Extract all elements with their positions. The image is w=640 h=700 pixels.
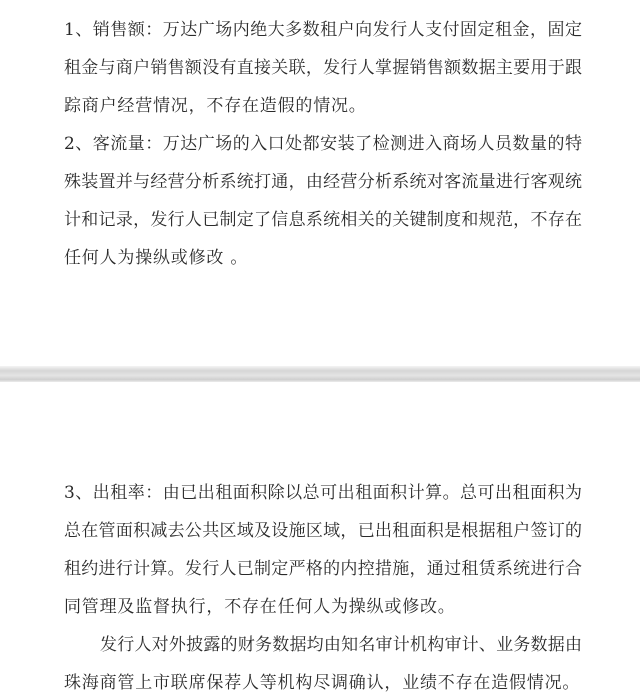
paragraph-sales-line-1: 1、销售额：万达广场内绝大多数租户向发行人支付固定租金，固定 <box>64 20 582 40</box>
paragraph-occupancy-line-1: 3、出租率：由已出租面积除以总可出租面积计算。总可出租面积为 <box>64 483 582 503</box>
paragraph-sales-line-3: 踪商户经营情况，不存在造假的情况。 <box>64 96 367 116</box>
paragraph-traffic-line-1: 2、客流量：万达广场的入口处都安装了检测进入商场人员数量的特 <box>64 134 582 154</box>
paragraph-occupancy-line-2: 总在管面积减去公共区域及设施区域，已出租面积是根据租户签订的 <box>64 521 582 541</box>
paragraph-traffic-line-4: 任何人为操纵或修改 。 <box>64 248 249 268</box>
paragraph-traffic-line-3: 计和记录，发行人已制定了信息系统相关的关键制度和规范，不存在 <box>64 210 582 230</box>
paragraph-occupancy-line-4: 同管理及监督执行，不存在任何人为操纵或修改。 <box>64 597 456 617</box>
document-page-2 <box>0 382 640 700</box>
paragraph-traffic-line-2: 殊装置并与经营分析系统打通，由经营分析系统对客流量进行客观统 <box>64 172 582 192</box>
paragraph-conclusion-line-1: 发行人对外披露的财务数据均由知名审计机构审计、业务数据由 <box>100 635 582 655</box>
page-separator <box>0 366 640 382</box>
paragraph-occupancy-line-3: 租约进行计算。发行人已制定严格的内控措施，通过租赁系统进行合 <box>64 559 582 579</box>
paragraph-sales-line-2: 租金与商户销售额没有直接关联，发行人掌握销售额数据主要用于跟 <box>64 58 582 78</box>
paragraph-conclusion-line-2: 珠海商管上市联席保荐人等机构尽调确认，业绩不存在造假情况。 <box>64 673 581 693</box>
